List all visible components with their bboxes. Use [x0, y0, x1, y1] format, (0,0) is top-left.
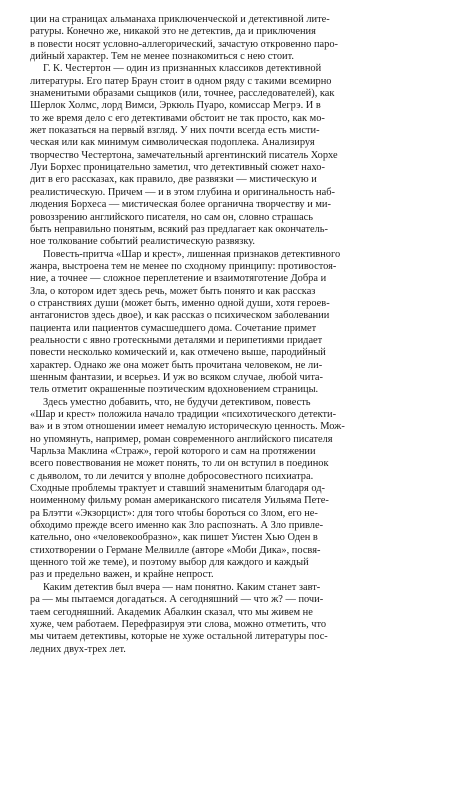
text-line: Г. К. Честертон — один из признанных классиков детективной [43, 63, 322, 75]
paragraph-4 [30, 397, 455, 582]
document-page [30, 14, 455, 656]
text-line: ное толкование событий реалистическую развязку. [30, 236, 255, 248]
text-line: быть неправильно понятым, всякий раз предлагает как окончатель- [30, 223, 328, 235]
text-line: реалистическую. Причем — и в этом глубина и оригинальность наб- [30, 186, 335, 198]
text-line: таем сегодняшний. Академик Абалкин сказал, что мы живем не [30, 606, 313, 618]
text-line: хуже, чем работаем. Перефразируя эти слова, можно отметить, что [30, 618, 327, 630]
text-line: жет показаться на первый взгляд. У них почти всегда есть мисти- [30, 125, 320, 137]
text-line: Сходные проблемы трактует и ставший знаменитым благодаря од- [30, 483, 325, 495]
text-line: повести несколько комический и, как отмечено выше, пародийный [30, 347, 326, 359]
paragraph-2 [30, 63, 455, 248]
text-line: Каким детектив был вчера — нам понятно. Каким станет завт- [43, 581, 321, 593]
text-line: стихотворении о Германе Мелвилле (авторе «Моби Дика», посвя- [30, 544, 321, 556]
text-line: дит в его рассказах, как правило, две развязки — мистическую и [30, 174, 317, 186]
text-line: ра — мы пытаемся догадаться. А сегодняшний — что ж? — почи- [30, 594, 324, 606]
text-line: реальности с явно гротескными деталями и перипетиями придает [30, 334, 323, 346]
text-line: ва» и в этом отношении имеет немалую историческую ценность. Мож- [30, 421, 345, 433]
text-line: знаменитыми образами сыщиков (или, точнее, расследователей), как [30, 88, 335, 100]
text-line: ра Блэтти «Экзорцист»: для того чтобы бороться со Злом, его не- [30, 507, 318, 519]
text-line: Чарльза Маклина «Страж», герой которого и сам на протяжении [30, 446, 316, 458]
text-line: ледних двух-трех лет. [30, 643, 126, 655]
text-line: Луи Борхес проницательно заметил, что детективный сюжет нахо- [30, 162, 325, 174]
text-line: творчество Честертона, замечательный аргентинский писатель Хорхе [30, 149, 338, 161]
text-line: но упомянуть, например, роман современного английского писателя [30, 433, 333, 445]
paragraph-1 [30, 14, 455, 63]
text-line: раз и предельно важен, и крайне непрост. [30, 569, 214, 581]
text-line: ние, а точнее — сложное переплетение и взаимотяготение Добра и [30, 273, 327, 285]
text-line: пациента или пациентов сумасшедшего дома. Сочетание примет [30, 322, 317, 334]
text-line: щенного той же теме), и поэтому выбор для каждого и каждый [30, 557, 309, 569]
text-line: Повесть-притча «Шар и крест», лишенная признаков детективного [43, 248, 341, 260]
text-line: то же время дело с его детективами обстоит не так просто, как мо- [30, 112, 325, 124]
text-line: ровоззрению английского писателя, но сам он, словно страшась [30, 211, 314, 223]
text-line: жанра, выстроена тем не менее по сходному принципу: противостоя- [30, 260, 337, 272]
text-line: Зла, о котором идет здесь речь, может быть понято и как рассказ [30, 285, 316, 297]
text-line: кательно, оно «человекообразно», как пишет Уистен Хью Оден в [30, 532, 318, 544]
text-line: в повести носят условно-аллегорический, зачастую откровенно паро- [30, 38, 338, 50]
text-line: ции на страницах альманаха приключенческой и детективной лите- [30, 14, 330, 25]
paragraph-3 [30, 249, 455, 397]
paragraph-5 [30, 582, 455, 656]
text-line: всего повествования не может понять, то ли он вступил в поединок [30, 458, 329, 470]
text-line: «Шар и крест» положила начало традиции «психотического детекти- [30, 409, 337, 420]
text-line: тель отметит окрашенные поэтическим вдохновением страницы. [30, 384, 319, 396]
text-line: дийный характер. Тем не менее познакомиться с нею стоит. [30, 51, 294, 63]
text-line: ческая или как минимум символическая подоплека. Анализируя [30, 137, 315, 149]
text-line: Здесь уместно добавить, что, не будучи детективом, повесть [43, 396, 311, 408]
text-line: с дьяволом, то ли лечится у вполне добросовестного психиатра. [30, 470, 314, 482]
text-line: характер. Однако же она может быть прочитана человеком, не ли- [30, 359, 323, 371]
text-line: антагонистов здесь двое), и как рассказ о психическом заболевании [30, 310, 330, 322]
text-line: о странствиях души (может быть, именно одной души, хотя героев- [30, 297, 330, 309]
text-line: шенным фантазии, и всерьез. И уж во всяком случае, любой читa- [30, 371, 323, 383]
text-line: Шерлок Холмс, лорд Вимси, Эркюль Пуаро, комиссар Мегрэ. И в [30, 100, 321, 112]
text-line: ратуры. Конечно же, никакой это не детектив, да и приключения [30, 26, 316, 38]
text-line: литературы. Его патер Браун стоит в одном ряду с такими всемирно [30, 75, 332, 87]
text-line: ноименному фильму роман американского писателя Уильяма Пете- [30, 495, 329, 507]
text-line: людения Борхеса — мистическая более органична творчеству и ми- [30, 199, 331, 211]
text-line: мы читаем детективы, которые не хуже остальной литературы пос- [30, 631, 328, 643]
text-line: обходимо прежде всего именно как Зло распознать. А Зло привле- [30, 520, 324, 532]
